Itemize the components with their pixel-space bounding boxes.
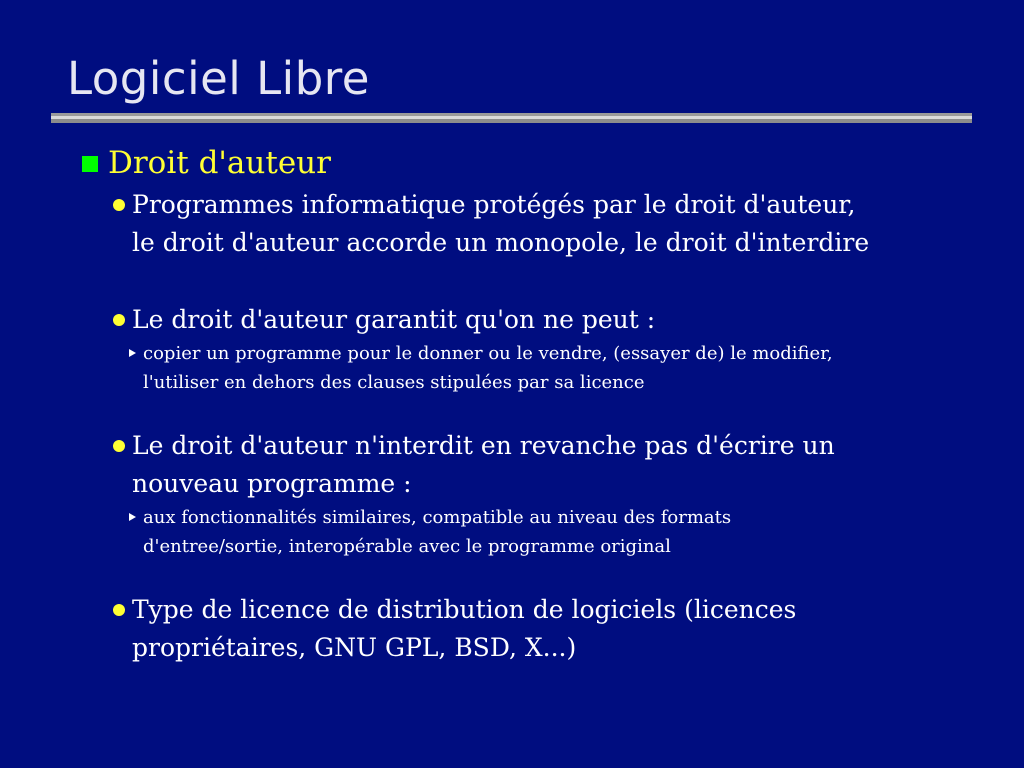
sub-item-3-line-1: aux fonctionnalités similaires, compatible au niveau des formats	[143, 507, 732, 528]
bullet-item-1-line-2: le droit d'auteur accorde un monopole, le droit d'interdire	[132, 228, 870, 257]
bullet-item-2-line-1: Le droit d'auteur garantit qu'on ne peut :	[132, 305, 656, 334]
bullet-item-4-line-1: Type de licence de distribution de logiciels (licences	[132, 595, 797, 624]
bullet-item-2	[132, 301, 655, 339]
sub-item-2	[143, 339, 833, 397]
sub-item-3	[143, 503, 731, 561]
triangle-bullet-icon	[129, 349, 136, 357]
bullet-item-3-line-2: nouveau programme :	[132, 469, 412, 498]
sub-item-2-line-1: copier un programme pour le donner ou le vendre, (essayer de) le modifier,	[143, 343, 833, 364]
round-bullet-icon	[113, 314, 125, 326]
bullet-item-3-line-1: Le droit d'auteur n'interdit en revanche pas d'écrire un	[132, 431, 835, 460]
bullet-item-4-line-2: propriétaires, GNU GPL, BSD, X...)	[132, 633, 577, 662]
round-bullet-icon	[113, 199, 125, 211]
section-heading: Droit d'auteur	[108, 145, 331, 181]
bullet-item-4	[132, 591, 796, 667]
sub-item-3-line-2: d'entree/sortie, interopérable avec le programme original	[143, 536, 671, 557]
title-rule-bottom	[51, 119, 972, 123]
sub-item-2-line-2: l'utiliser en dehors des clauses stipulées par sa licence	[143, 372, 645, 393]
bullet-item-1	[132, 186, 869, 262]
bullet-item-1-line-1: Programmes informatique protégés par le droit d'auteur,	[132, 190, 856, 219]
round-bullet-icon	[113, 440, 125, 452]
bullet-item-3	[132, 427, 835, 503]
triangle-bullet-icon	[129, 513, 136, 521]
square-bullet-icon	[82, 156, 98, 172]
slide-title: Logiciel Libre	[67, 52, 370, 105]
round-bullet-icon	[113, 604, 125, 616]
